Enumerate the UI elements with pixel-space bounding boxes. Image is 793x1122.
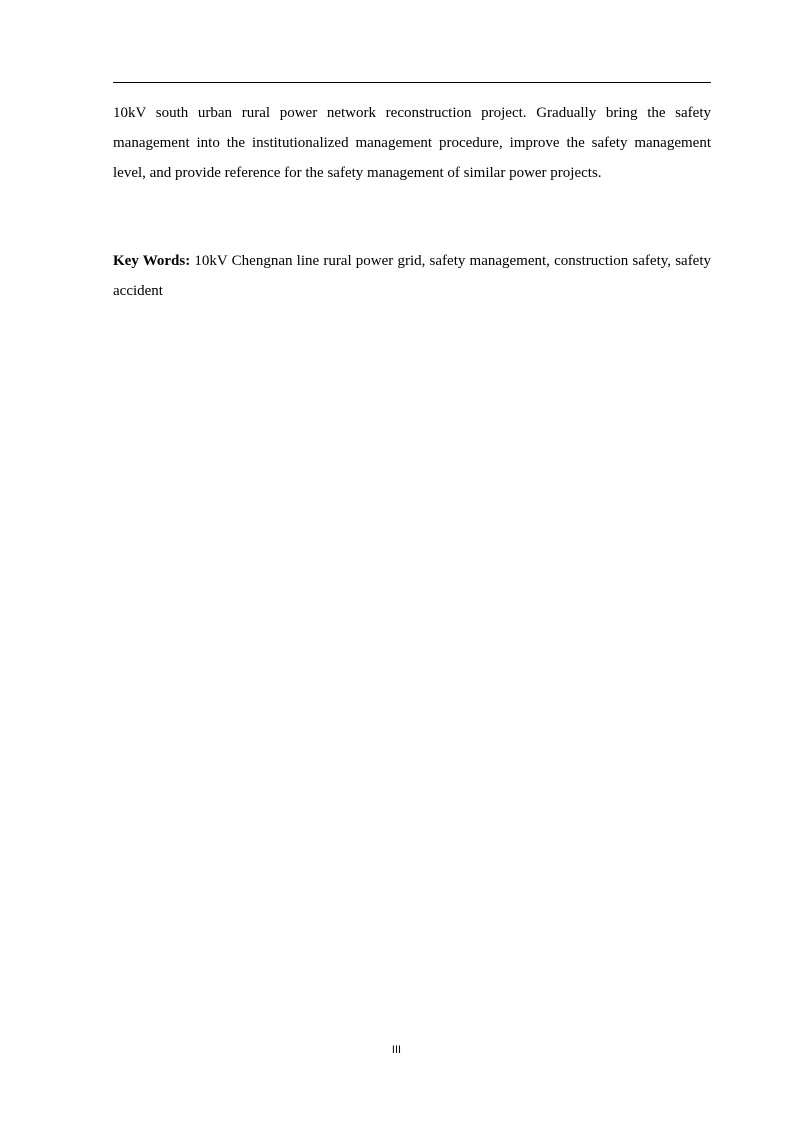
header-rule — [113, 82, 711, 83]
keywords-paragraph — [113, 246, 711, 306]
abstract-paragraph: 10kV south urban rural power network reconstruction project. Gradually bring the safety management into the institutionalized management procedure, improve the safety management level, and provide reference for the safety management of similar power projects. — [113, 105, 711, 181]
keywords-label: Key Words: — [113, 253, 191, 269]
page-number: III — [391, 1044, 402, 1056]
keywords-text: 10kV Chengnan line rural power grid, safety management, construction safety, safety accident — [113, 253, 712, 299]
